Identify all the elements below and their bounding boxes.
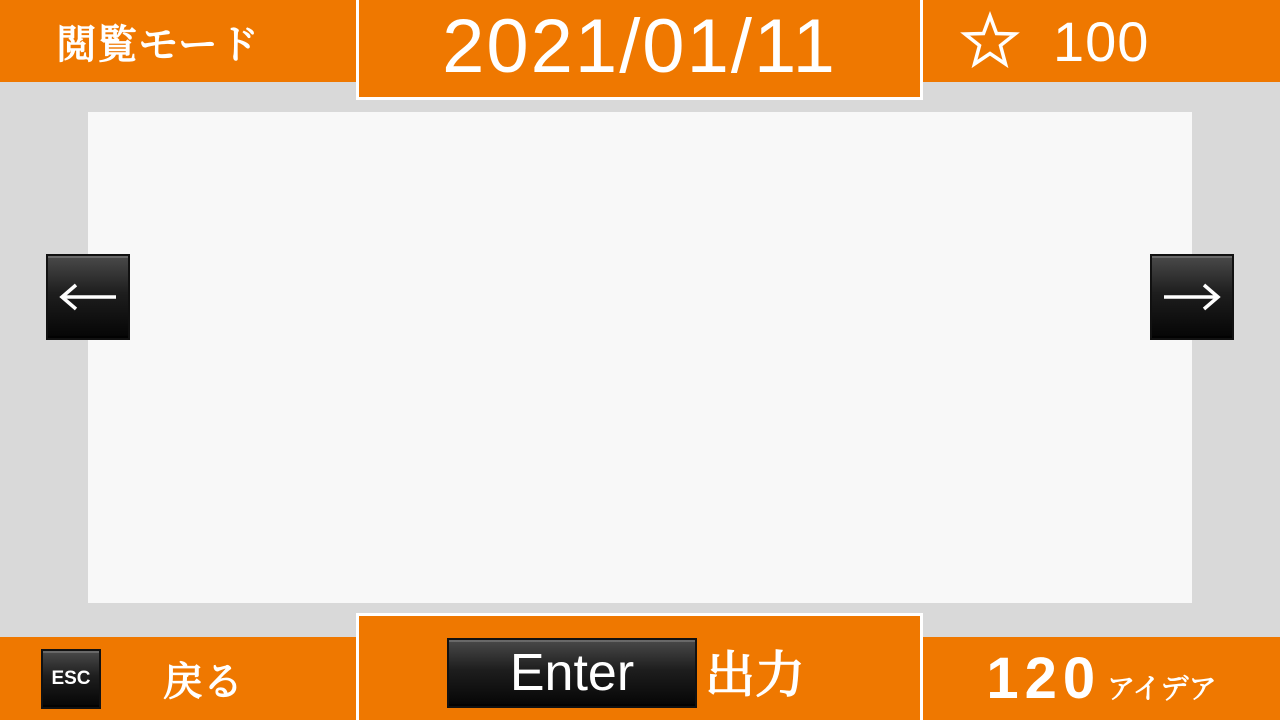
star-outline-icon <box>959 10 1021 72</box>
mode-panel <box>0 0 356 82</box>
idea-count: 120 <box>986 646 1102 711</box>
star-panel <box>923 0 1280 82</box>
enter-key-button[interactable]: Enter <box>447 638 697 708</box>
output-label: 出力 <box>705 646 805 704</box>
idea-count-panel <box>923 637 1280 720</box>
back-panel <box>0 637 356 720</box>
idea-unit-label: アイデア <box>1107 671 1217 705</box>
arrow-right-icon <box>1162 282 1222 312</box>
back-label: 戻る <box>163 659 243 705</box>
previous-button[interactable] <box>46 254 130 340</box>
next-button[interactable] <box>1150 254 1234 340</box>
esc-key-button[interactable]: ESC <box>41 649 101 709</box>
date-panel <box>356 0 923 100</box>
mode-label: 閲覧モード <box>56 21 260 68</box>
star-count: 100 <box>1053 9 1150 73</box>
arrow-left-icon <box>58 282 118 312</box>
output-panel <box>356 613 923 720</box>
date-display: 2021/01/11 <box>442 4 837 89</box>
content-display-area <box>88 112 1192 603</box>
